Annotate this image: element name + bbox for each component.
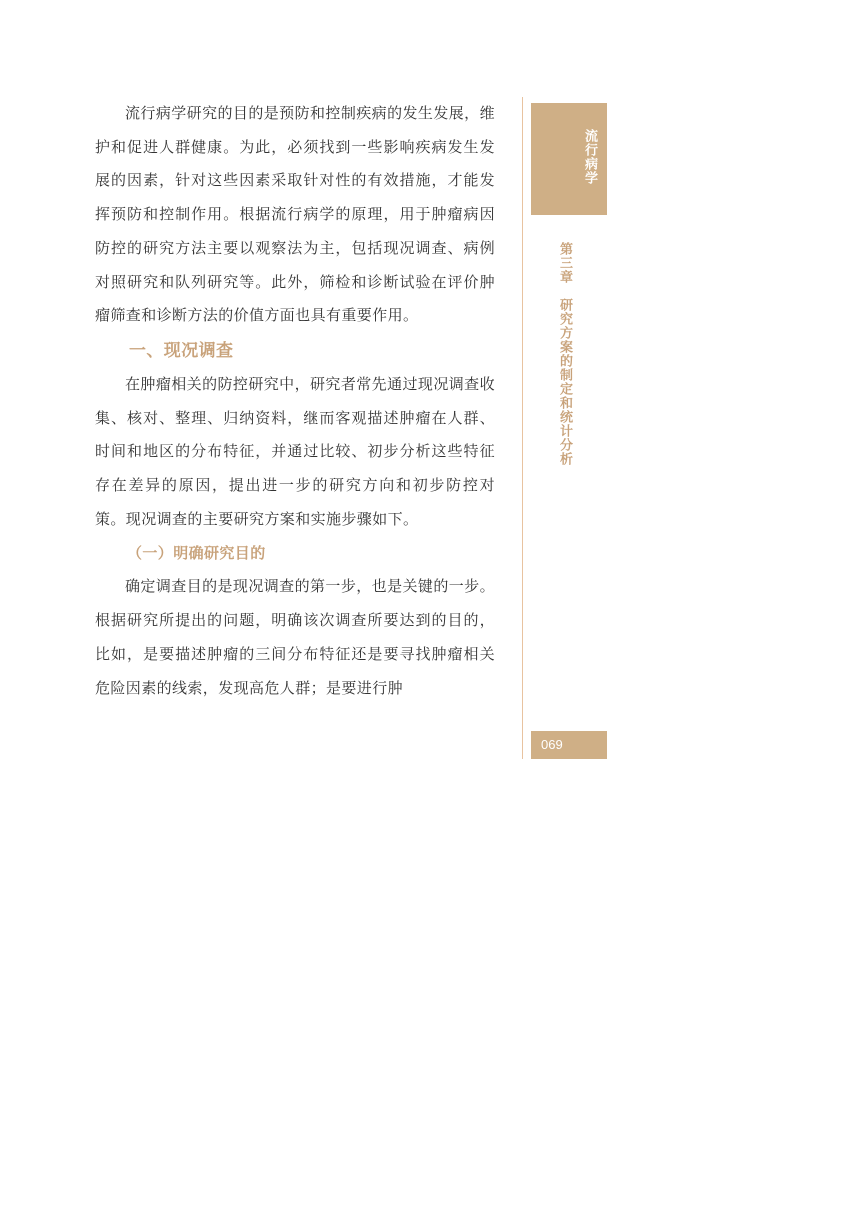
book-title-tab	[531, 103, 607, 215]
paragraph-purpose: 确定调查目的是现况调查的第一步，也是关键的一步。根据研究所提出的问题，明确该次调查所要达到的目的，比如，是要描述肿瘤的三间分布特征还是要寻找肿瘤相关危险因素的线索，发现高危人群；是要进行肿	[95, 577, 495, 697]
page-number: 069	[531, 731, 607, 759]
paragraph-survey: 在肿瘤相关的防控研究中，研究者常先通过现况调查收集、核对、整理、归纳资料，继而客观描述肿瘤在人群、时间和地区的分布特征，并通过比较、初步分析这些特征存在差异的原因，提出进一步的研究方向和初步防控对策。现况调查的主要研究方案和实施步骤如下。	[95, 374, 495, 528]
chapter-running-head	[556, 242, 572, 466]
chapter-title: 研究方案的制定和统计分析	[557, 298, 572, 466]
main-text-column	[95, 97, 495, 705]
chapter-label: 第三章	[557, 242, 572, 284]
book-title-label: 流行病学	[582, 129, 597, 185]
subsection-heading: （一）明确研究目的	[127, 544, 266, 563]
paragraph-intro: 流行病学研究的目的是预防和控制疾病的发生发展，维护和促进人群健康。为此，必须找到一些影响疾病发生发展的因素，针对这些因素采取针对性的有效措施，才能发挥预防和控制作用。根据流行病学的原理，用于肿瘤病因防控的研究方法主要以观察法为主，包括现况调查、病例对照研究和队列研究等。此外，筛检和诊断试验在评价肿瘤筛查和诊断方法的价值方面也具有重要作用。	[95, 104, 495, 325]
section-heading: 一、现况调查	[129, 340, 234, 361]
vertical-divider	[522, 97, 523, 759]
